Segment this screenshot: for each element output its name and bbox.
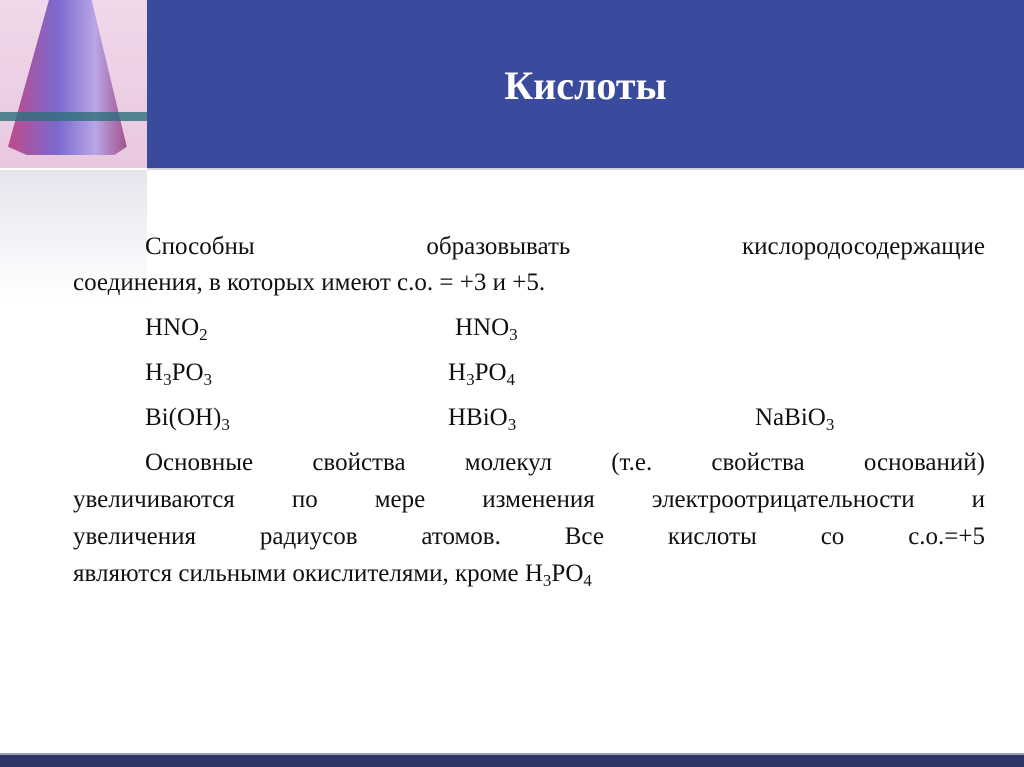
para2-line3: увеличения радиусов атомов. Все кислоты со с.о.=+5 [73,523,985,550]
para1-line1: Способны образовывать кислородосодержащие [145,233,985,260]
para2-line4: являются сильными окислителями, кроме $H_3PO_4$ [73,560,592,590]
slide-title: Кислоты [504,63,667,108]
para2-line1: Основные свойства молекул (т.е. свойства оснований) [145,449,985,476]
flask-image [0,0,147,168]
formula-nabio3: NaBiO$_3$ [755,404,835,434]
formula-h3po4: $H_3PO_4$ [448,359,516,389]
formula-hbio3: HBiO$_3$ [448,404,517,434]
formula-hno3: $HNO_3$ [455,314,518,344]
formula-hno2: $HNO_2$ [145,314,208,344]
divider [147,168,1024,170]
para1-line2: соединения, в которых имеют с.о. = +3 и +5. [73,269,546,296]
formula-bioh3: $Bi(OH)_3$ [145,404,230,434]
footer-bar [0,753,1024,767]
para2-line2: увеличиваются по мере изменения электроотрицательности и [73,486,985,513]
formula-h3po3: $H_3PO_3$ [145,359,213,389]
